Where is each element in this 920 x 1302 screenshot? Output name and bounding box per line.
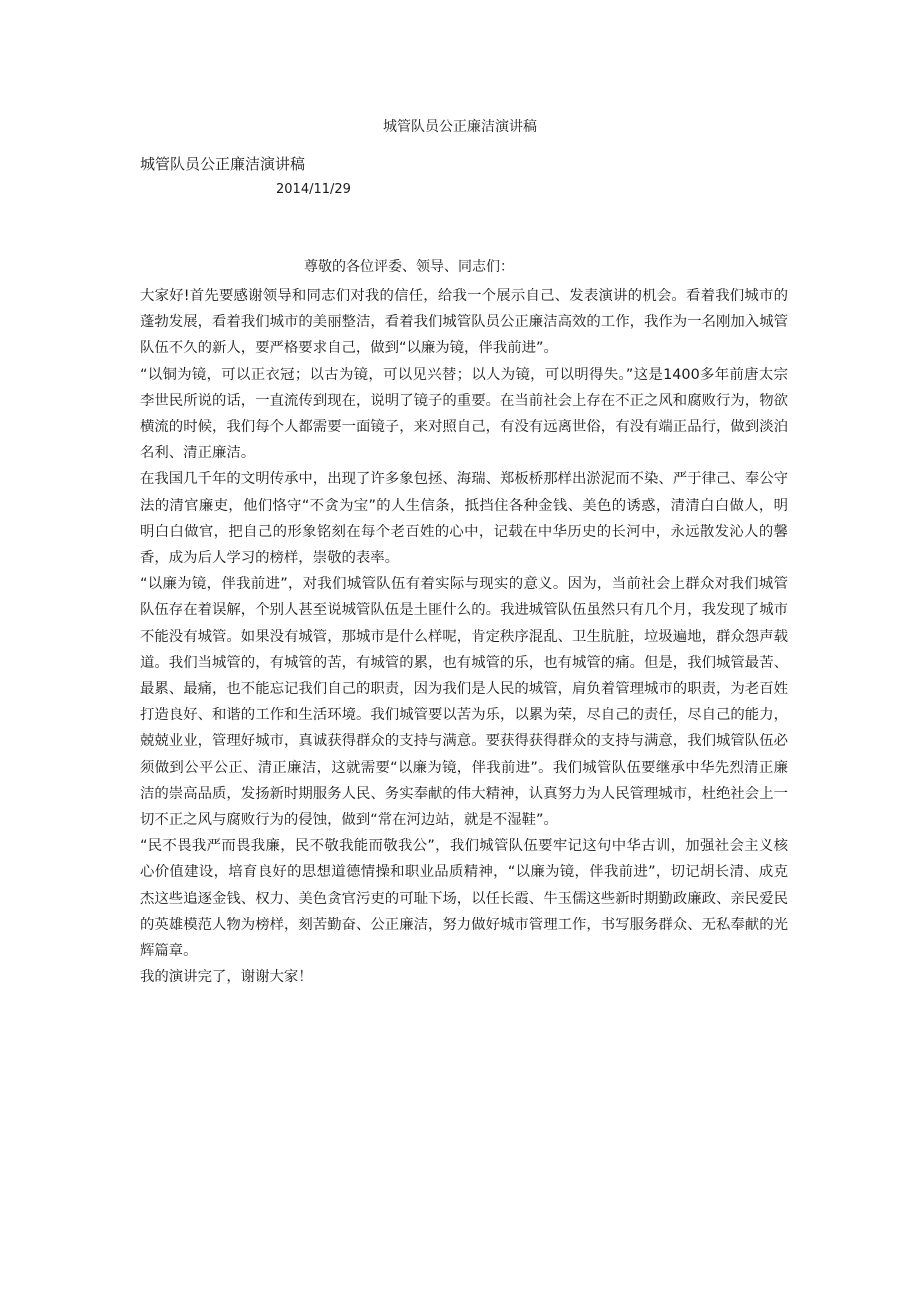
paragraph-6: 我的演讲完了，谢谢大家！ (140, 969, 313, 986)
paragraph-5: “民不畏我严而畏我廉，民不敬我能而敬我公”，我们城管队伍要牢记这句中华古训，加强社会主义核心价值建设，培育良好的思想道德情操和职业品质精神，“以廉为镜，伴我前进”，切记胡长清、成克杰这些追逐金钱、权力、美色贪官污吏的可耻下场，以任长霞、牛玉儒这些新时期勤政廉政、亲民爱民的英雄模范人物为榜样，刻苦勤奋、公正廉洁，努力做好城市管理工作，书写服务群众、无私奉献的光辉篇章。 (140, 838, 788, 960)
document-date: 2014/11/29 (276, 182, 351, 197)
document-subtitle: 城管队员公正廉洁演讲稿 (140, 155, 306, 173)
paragraph-1: 大家好!首先要感谢领导和同志们对我的信任，给我一个展示自己、发表演讲的机会。看着我们城市的蓬勃发展，看着我们城市的美丽整洁，看着我们城管队员公正廉洁高效的工作，我作为一名刚加入城管队伍不久的新人，要严格要求自己，做到“以廉为镜，伴我前进”。 (140, 288, 788, 357)
document-title: 城管队员公正廉洁演讲稿 (383, 119, 537, 135)
paragraph-3: 在我国几千年的文明传承中，出现了许多象包拯、海瑞、郑板桥那样出淤泥而不染、严于律己、奉公守法的清官廉吏，他们恪守“不贪为宝”的人生信条，抵挡住各种金钱、美色的诱惑，清清白白做人，明明白白做官，把自己的形象铭刻在每个老百姓的心中，记载在中华历史的长河中，永远散发沁人的馨香，成为后人学习的榜样，崇敬的表率。 (140, 471, 788, 567)
paragraph-4: “以廉为镜，伴我前进”，对我们城管队伍有着实际与现实的意义。因为，当前社会上群众对我们城管队伍存在着误解，个别人甚至说城管队伍是土匪什么的。我进城管队伍虽然只有几个月，我发现了城市不能没有城管。如果没有城管，那城市是什么样呢，肯定秩序混乱、卫生肮脏，垃圾遍地，群众怨声载道。我们当城管的，有城管的苦，有城管的累，也有城管的乐，也有城管的痛。但是，我们城管最苦、最累、最痛，也不能忘记我们自己的职责，因为我们是人民的城管，肩负着管理城市的职责，为老百姓打造良好、和谐的工作和生活环境。我们城管要以苦为乐，以累为荣，尽自己的责任，尽自己的能力，兢兢业业，管理好城市，真诚获得群众的支持与满意。要获得获得群众的支持与满意，我们城管队伍必须做到公平公正、清正廉洁，这就需要“以廉为镜，伴我前进”。我们城管队伍要继承中华先烈清正廉洁的崇高品质，发扬新时期服务人民、务实奉献的伟大精神，认真努力为人民管理城市，杜绝社会上一切不正之风与腐败行为的侵蚀，做到“常在河边站，就是不湿鞋”。 (140, 576, 788, 829)
speech-body (140, 283, 788, 990)
paragraph-2: “以铜为镜，可以正衣冠；以古为镜，可以见兴替；以人为镜，可以明得失。”这是1400多年前唐太宗李世民所说的话，一直流传到现在，说明了镜子的重要。在当前社会上存在不正之风和腐败行为，物欲横流的时候，我们每个人都需要一面镜子，来对照自己，有没有远离世俗，有没有端正品行，做到淡泊名利、清正廉洁。 (140, 366, 788, 462)
salutation: 尊敬的各位评委、领导、同志们： (304, 259, 514, 275)
